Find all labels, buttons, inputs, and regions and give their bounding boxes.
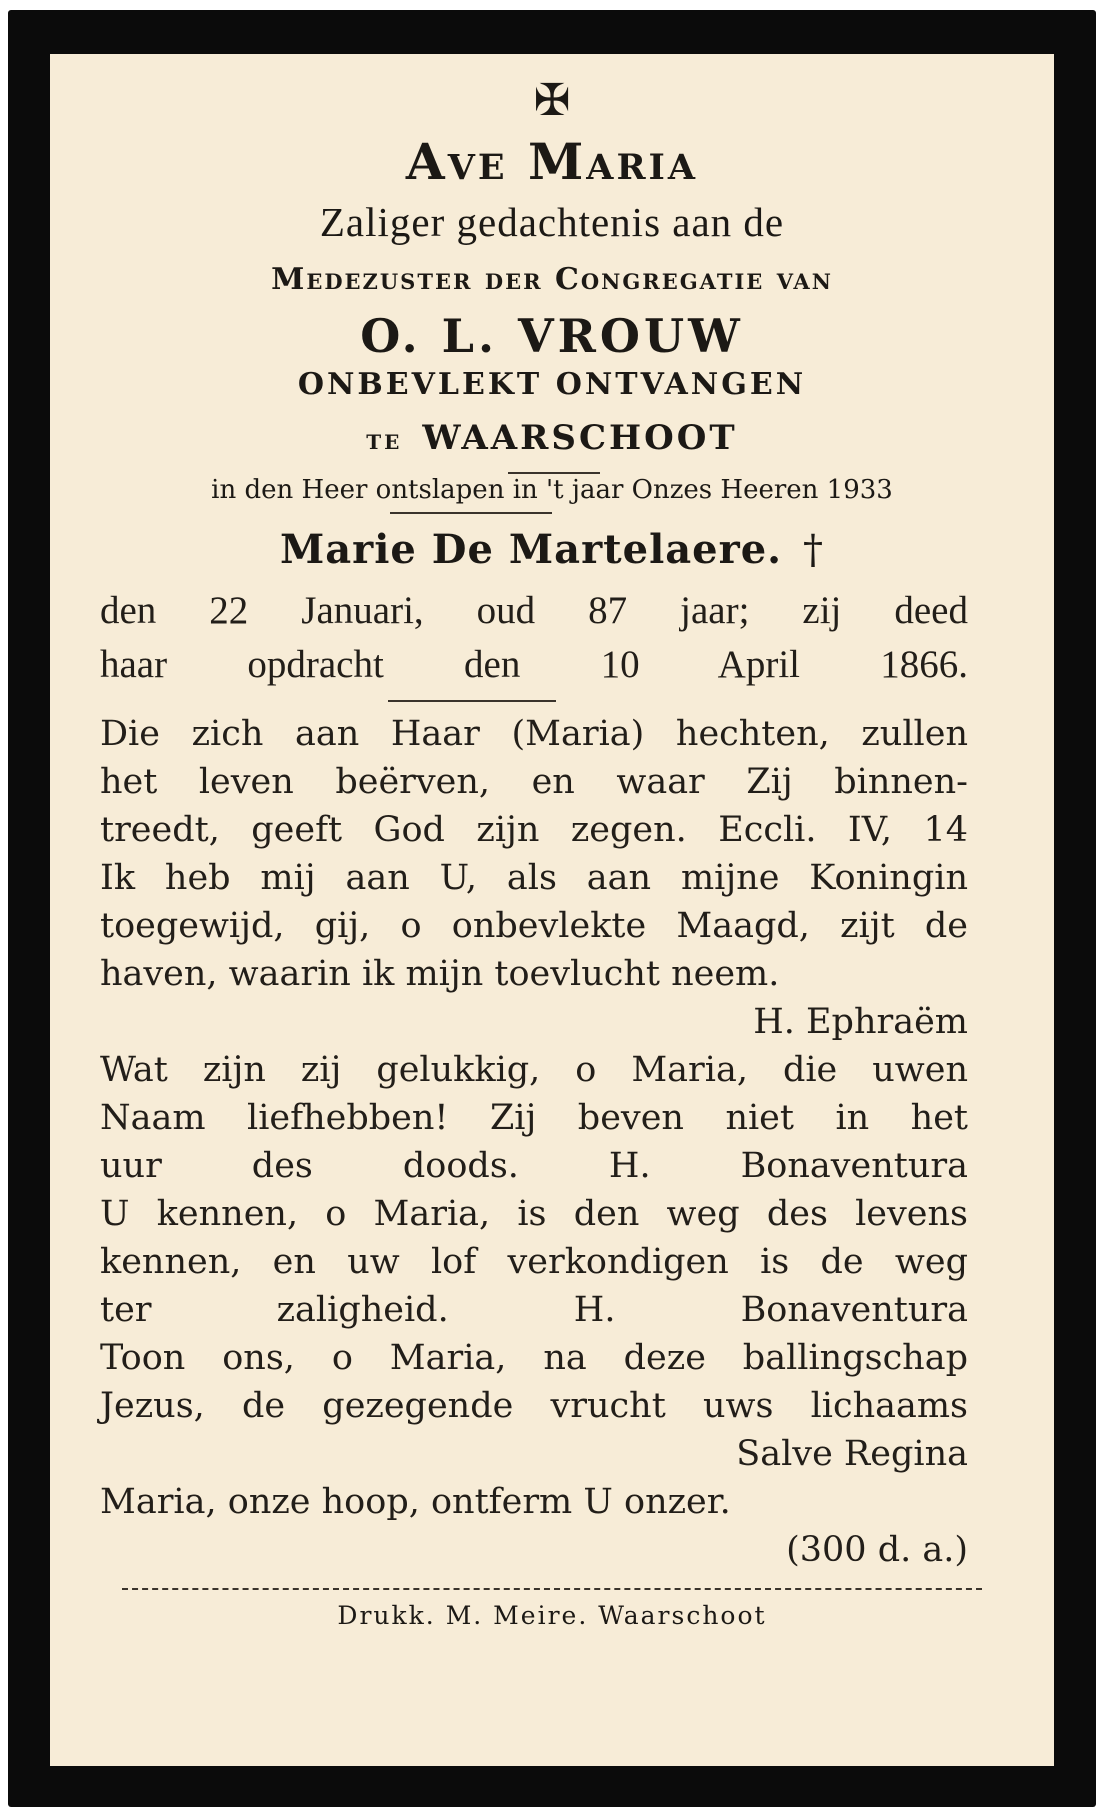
maltese-cross-icon: ✠ xyxy=(533,75,571,126)
prayer-line: Ik heb mij aan U, als aan mijne Koningin xyxy=(100,858,968,898)
order-name: O. L. VROUW xyxy=(360,309,744,363)
prayer-attribution: H. Ephraëm xyxy=(753,1002,968,1042)
footer-divider xyxy=(122,1588,982,1590)
prayer-line: Naam liefhebben! Zij beven niet in het xyxy=(100,1098,968,1138)
prayer-line: Jezus, de gezegende vrucht uws lichaams xyxy=(100,1386,968,1426)
order-subtitle: ONBEVLEKT ONTVANGEN xyxy=(297,367,807,402)
prayer-line: kennen, en uw lof verkondigen is de weg xyxy=(100,1242,968,1282)
prayer-line: uur des doods. H. Bonaventura xyxy=(100,1146,968,1186)
prayer-line: treedt, geeft God zijn zegen. Eccli. IV, 14 xyxy=(100,810,968,850)
prayer-line: Toon ons, o Maria, na deze ballingschap xyxy=(100,1338,968,1378)
location-line xyxy=(50,416,1054,466)
prayer-line: toegewijd, gij, o onbevlekte Maagd, zijt de xyxy=(100,906,968,946)
death-cross-icon: † xyxy=(803,527,825,573)
card-paper xyxy=(50,54,1054,1766)
divider-2 xyxy=(388,700,556,702)
prayer-attribution: Salve Regina xyxy=(736,1434,968,1474)
divider-1 xyxy=(390,512,552,514)
intro-line: Zaliger gedachtenis aan de xyxy=(319,199,785,245)
prayer-line: het leven beërven, en waar Zij binnen- xyxy=(100,762,968,802)
deceased-name-line xyxy=(50,524,1054,576)
deceased-name: Marie De Martelaere. xyxy=(279,526,783,573)
details-line-1: den 22 Januari, oud 87 jaar; zij deed xyxy=(100,589,968,632)
prayer-line: Maria, onze hoop, ontferm U onzer. xyxy=(100,1482,731,1522)
prayer-line: Wat zijn zij gelukkig, o Maria, die uwen xyxy=(100,1050,968,1090)
prayer-line: haven, waarin ik mijn toevlucht neem. xyxy=(100,954,780,994)
location-name: WAARSCHOOT xyxy=(422,418,738,458)
details-line-2: haar opdracht den 10 April 1866. xyxy=(100,643,968,686)
prayer-line: ter zaligheid. H. Bonaventura xyxy=(100,1290,968,1330)
prayer-line: U kennen, o Maria, is den weg des levens xyxy=(100,1194,968,1234)
heading-ave-maria: Ave Maria xyxy=(405,132,699,191)
memorial-card xyxy=(8,10,1096,1807)
prayer-line: Die zich aan Haar (Maria) hechten, zullen xyxy=(100,714,968,754)
congregation-line: Medezuster der Congregatie van xyxy=(271,262,833,297)
death-year-line: in den Heer ontslapen in 't jaar Onzes Heeren 1933 xyxy=(211,475,893,505)
location-prefix: TE xyxy=(366,430,403,454)
indulgence-note: (300 d. a.) xyxy=(786,1530,968,1570)
printer-credit: Drukk. M. Meire. Waarschoot xyxy=(337,1601,767,1630)
